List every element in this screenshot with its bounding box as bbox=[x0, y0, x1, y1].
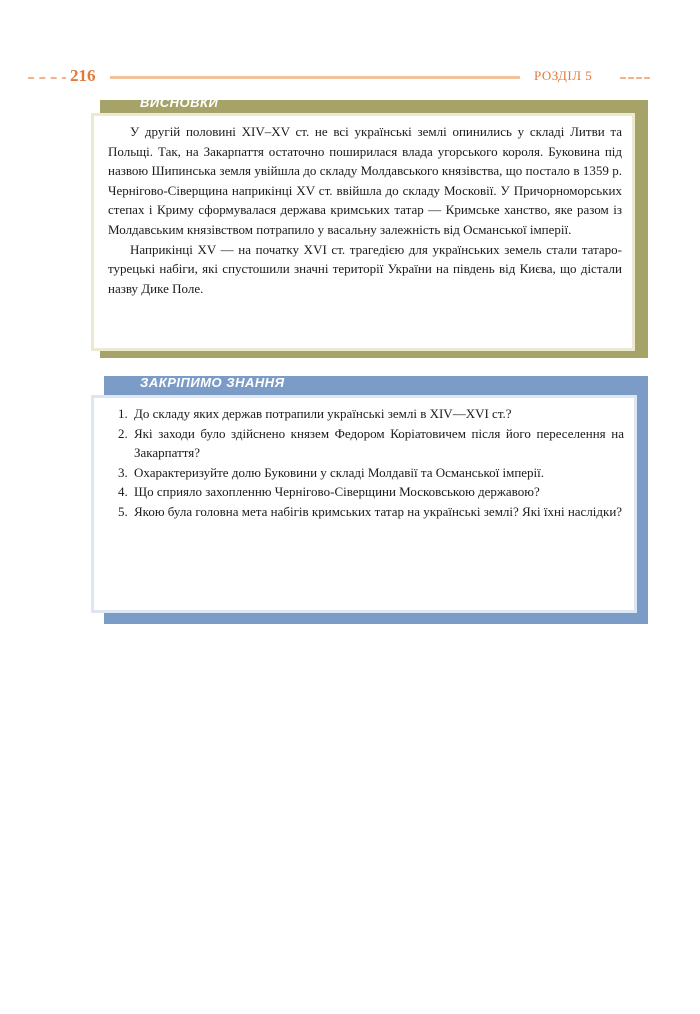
question-item bbox=[118, 404, 624, 424]
question-text: До складу яких держав потрапили українські землі в XIV—XVI ст.? bbox=[134, 406, 512, 421]
question-number: 3. bbox=[118, 464, 128, 480]
conclusions-title: ВИСНОВКИ bbox=[140, 95, 219, 110]
conclusions-paragraph: У другій половині XIV–XV ст. не всі українські землі опинились у складі Литви та Польщі. Так, на Закарпаття остаточно поширилася влада угорського короля. Буковина під назвою Шипинська земля увійшла до складу Молдавського князівства, що постало в 1359 р. Чернігово-Сіверщина наприкінці XV ст. ввійшла до складу Московії. У Причорноморських степах і Криму сформувалася держава кримських татар — Кримське ханство, яке разом із Молдавським князівством потрапило у васальну залежність від Османської імперії. bbox=[108, 124, 622, 237]
knowledge-title: ЗАКРІПИМО ЗНАННЯ bbox=[140, 375, 285, 390]
question-text: Якою була головна мета набігів кримських татар на українські землі? Які їхні наслідки? bbox=[134, 503, 623, 519]
question-number: 1. bbox=[118, 406, 128, 421]
question-item bbox=[118, 463, 624, 483]
question-item bbox=[118, 502, 624, 522]
page-number: 216 bbox=[66, 66, 100, 86]
question-number: 2. bbox=[118, 425, 128, 441]
question-number: 5. bbox=[118, 503, 128, 519]
header-rule-right bbox=[620, 77, 650, 79]
knowledge-box bbox=[91, 395, 637, 613]
section-label: РОЗДІЛ 5 bbox=[530, 68, 596, 84]
question-item bbox=[118, 424, 624, 463]
conclusions-box bbox=[91, 113, 635, 351]
header-rule-left bbox=[28, 77, 68, 79]
question-text: Що сприяло захопленню Чернігово-Сіверщини Московською державою? bbox=[134, 484, 540, 500]
question-text: Охарактеризуйте долю Буковини у складі Молдавії та Османської імперії. bbox=[134, 464, 545, 480]
question-item bbox=[118, 482, 624, 502]
conclusions-paragraph: Наприкінці XV — на початку XVI ст. трагедією для українських земель стали татаро-турецькі набіги, які спустошили значні території України на південь від Києва, що дістали назву Дике Поле. bbox=[108, 241, 622, 296]
question-text: Які заходи було здійснено князем Федором Коріатовичем після його переселення на Закарпаття? bbox=[134, 425, 624, 461]
question-number: 4. bbox=[118, 484, 128, 500]
header-rule bbox=[110, 76, 520, 79]
